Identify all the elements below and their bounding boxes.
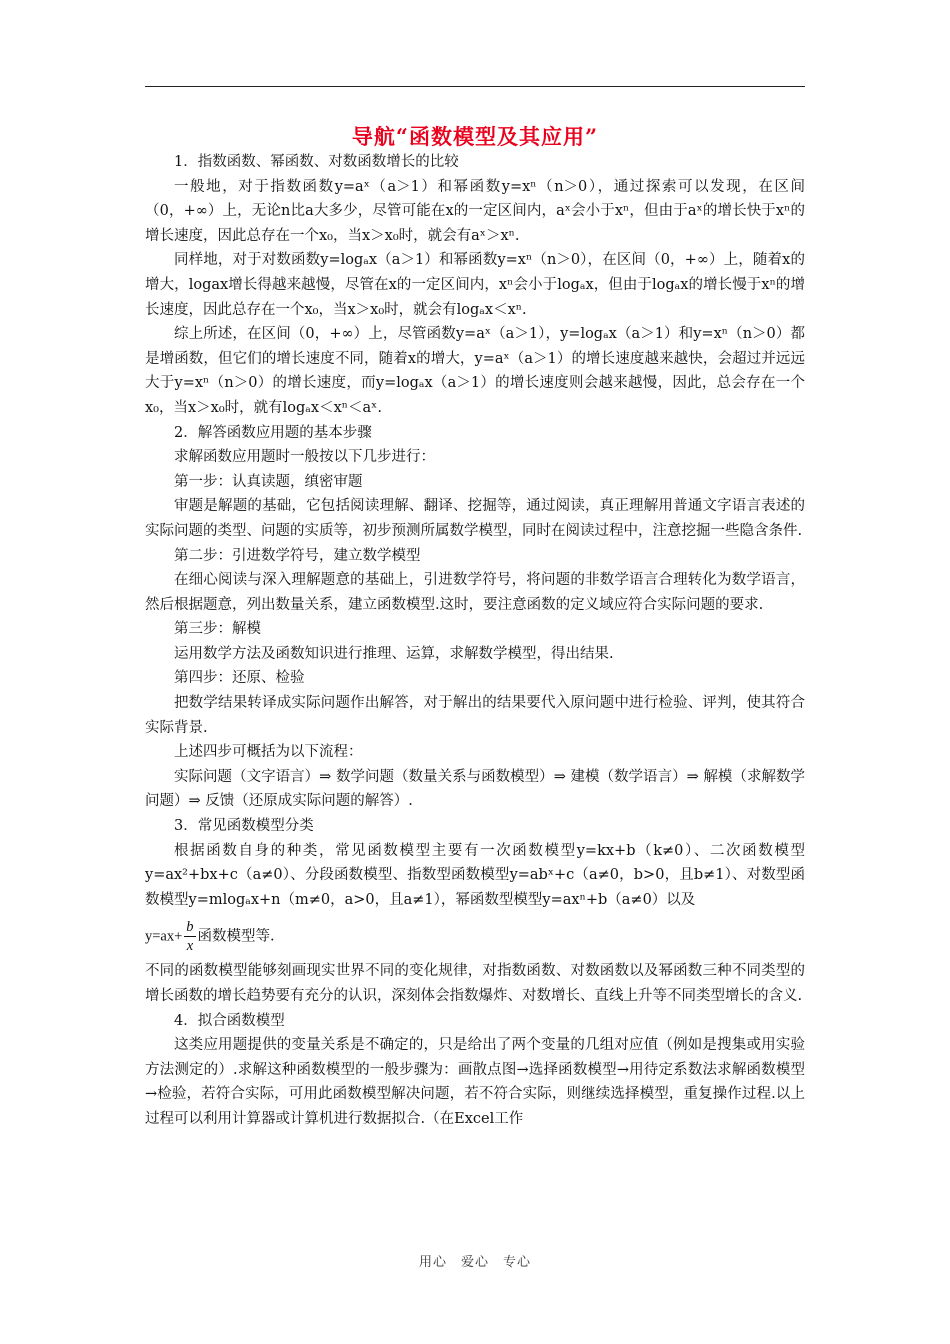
- step-1-title: 第一步：认真读题，缜密审题: [174, 473, 363, 490]
- step-3-title: 第三步：解模: [174, 621, 261, 638]
- section-4-paragraph-1: 这类应用题提供的变量关系是不确定的，只是给出了两个变量的几组对应值（例如是搜集或用实验方法测定的）.求解这种函数模型的一般步骤为：画散点图→选择函数模型→用待定系数法求解函数模型→检验，若符合实际，可用此函数模型解决问题，若不符合实际，则继续选择模型，重复操作过程.以上过程可以利用计算器或计算机进行数据拟合.（在Excel工作: [145, 1037, 805, 1127]
- flow-chain: 实际问题（文字语言）⇒ 数学问题（数量关系与函数模型）⇒ 建模（数学语言）⇒ 解模（求解数学问题）⇒ 反馈（还原成实际问题的解答）.: [145, 768, 805, 810]
- step-2-title: 第二步：引进数学符号，建立数学模型: [174, 547, 421, 564]
- section-1-heading: 1．指数函数、幂函数、对数函数增长的比较: [174, 154, 459, 170]
- formula-prefix: y=ax+: [145, 928, 183, 945]
- flow-summary: 上述四步可概括为以下流程：: [174, 744, 363, 761]
- formula-suffix: 函数模型等.: [197, 928, 275, 945]
- header-rule: [145, 86, 805, 87]
- section-3-paragraph-1: 根据函数自身的种类，常见函数模型主要有一次函数模型y=kx+b（k≠0）、二次函数模型y=ax²+bx+c（a≠0）、分段函数模型、指数型函数模型y=abˣ+c（a≠0，b>0，且b≠1）、对数型函数模型y=mlogₐx+n（m≠0，a>0，且a≠1），幂函数型模型y=axⁿ+b（a≠0）以及: [145, 842, 805, 908]
- section-1-paragraph-3: 综上所述，在区间（0，+∞）上，尽管函数y=aˣ（a＞1），y=logₐx（a＞1）和y=xⁿ（n＞0）都是增函数，但它们的增长速度不同，随着x的增大，y=aˣ（a＞1）的增长速度越来越快，会超过并远远大于y=xⁿ（n＞0）的增长速度，而y=logₐx（a＞1）的增长速度则会越来越慢，因此，总会存在一个x₀，当x＞x₀时，就有logₐx＜xⁿ＜aˣ.: [145, 326, 805, 416]
- page-title: 导航“函数模型及其应用”: [351, 124, 599, 149]
- step-2-body: 在细心阅读与深入理解题意的基础上，引进数学符号，将问题的非数学语言合理转化为数学语言，然后根据题意，列出数量关系，建立函数模型.这时，要注意函数的定义域应符合实际问题的要求.: [145, 572, 805, 613]
- fraction-denominator: x: [186, 938, 194, 955]
- section-4-heading: 4．拟合函数模型: [174, 1012, 285, 1029]
- step-1-body: 审题是解题的基础，它包括阅读理解、翻译、挖掘等，通过阅读，真正理解用普通文字语言表述的实际问题的类型、问题的实质等，初步预测所属数学模型，同时在阅读过程中，注意挖掘一些隐含条件.: [145, 498, 805, 539]
- page-footer: 用心 爱心 专心: [418, 1255, 531, 1270]
- step-4-body: 把数学结果转译成实际问题作出解答，对于解出的结果要代入原问题中进行检验、评判，使其符合实际背景.: [145, 695, 805, 736]
- section-1-paragraph-1: 一般地，对于指数函数y=aˣ（a＞1）和幂函数y=xⁿ（n＞0），通过探索可以发现，在区间（0，+∞）上，无论n比a大多少，尽管可能在x的一定区间内，aˣ会小于xⁿ，但由于aˣ的增长快于xⁿ的增长速度，因此总存在一个x₀，当x＞x₀时，就会有aˣ＞xⁿ.: [145, 178, 805, 244]
- fraction-b-over-x: [184, 918, 195, 955]
- section-1-paragraph-2: 同样地，对于对数函数y=logₐx（a＞1）和幂函数y=xⁿ（n＞0），在区间（0，+∞）上，随着x的增大，logax增长得越来越慢，尽管在x的一定区间内，xⁿ会小于logₐx，但由于logₐx的增长慢于xⁿ的增长速度，因此总存在一个x₀，当x＞x₀时，就会有logₐx＜xⁿ.: [145, 252, 805, 318]
- document-body: [145, 150, 805, 1132]
- section-2-intro: 求解函数应用题时一般按以下几步进行：: [174, 449, 435, 466]
- fraction-formula-line: [145, 918, 805, 955]
- fraction-numerator: b: [186, 919, 194, 936]
- section-3-paragraph-2: 不同的函数模型能够刻画现实世界不同的变化规律，对指数函数、对数函数以及幂函数三种不同类型的增长函数的增长趋势要有充分的认识，深刻体会指数爆炸、对数增长、直线上升等不同类型增长的含义.: [145, 963, 805, 1004]
- step-4-title: 第四步：还原、检验: [174, 670, 305, 687]
- section-3-heading: 3．常见函数模型分类: [174, 818, 314, 835]
- section-2-heading: 2．解答函数应用题的基本步骤: [174, 424, 372, 441]
- step-3-body: 运用数学方法及函数知识进行推理、运算，求解数学模型，得出结果.: [174, 645, 614, 662]
